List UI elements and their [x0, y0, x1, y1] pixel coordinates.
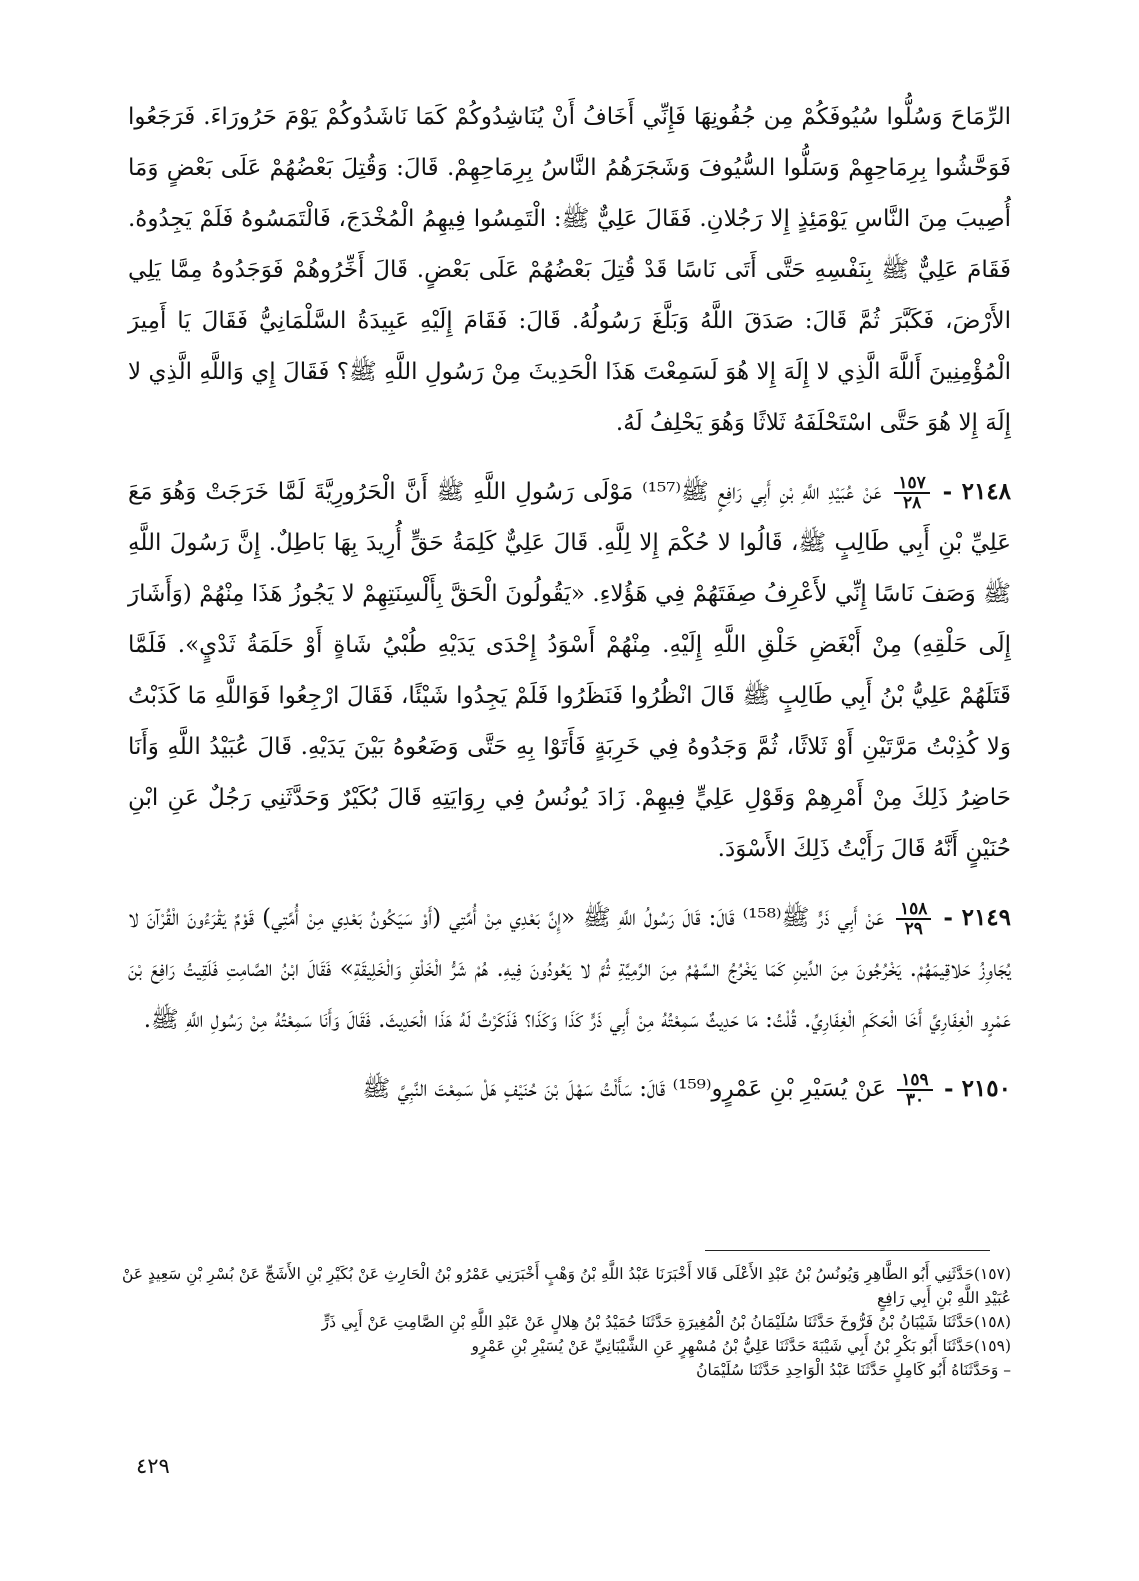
hadith-text: عَنْ عُبَيْدِ اللَّهِ بْنِ أَبِي رَافِعٍ ﷺ⁽¹⁵⁷⁾ مَوْلَى رَسُولِ اللَّهِ ﷺ أَنَّ الْحَرُورِيَّةَ لَمَّا خَرَجَتْ وَهُوَ مَعَ عَلِيِّ بْنِ أَبِي طَالِبٍ ﷺ، قَالُوا لا حُكْمَ إِلا لِلَّهِ. قَالَ عَلِيٌّ كَلِمَةُ حَقٍّ أُرِيدَ بِهَا بَاطِلٌ. إِنَّ رَسُولَ اللَّهِ ﷺ وَصَفَ نَاسًا إِنِّي لأَعْرِفُ صِفَتَهُمْ فِي هَؤُلاءِ. «يَقُولُونَ الْحَقَّ بِأَلْسِنَتِهِمْ لا يَجُوزُ هَذَا مِنْهُمْ (وَأَشَارَ إِلَى حَلْقِهِ) مِنْ أَبْغَضِ خَلْقِ اللَّهِ إِلَيْهِ. مِنْهُمْ أَسْوَدُ إِحْدَى يَدَيْهِ طُبْيُ شَاةٍ أَوْ حَلَمَةُ ثَدْيٍ». فَلَمَّا قَتَلَهُمْ عَلِيُّ بْنُ أَبِي طَالِبٍ ﷺ قَالَ انْظُرُوا فَنَظَرُوا فَلَمْ يَجِدُوا شَيْئًا، فَقَالَ ارْجِعُوا فَوَاللَّهِ مَا كَذَبْتُ وَلا كُذِبْتُ مَرَّتَيْنِ أَوْ ثَلاثًا، ثُمَّ وَجَدُوهُ فِي خَرِبَةٍ فَأَتَوْا بِهِ حَتَّى وَضَعُوهُ بَيْنَ يَدَيْهِ. قَالَ عُبَيْدُ اللَّهِ وَأَنَا حَاضِرُ ذَلِكَ مِنْ أَمْرِهِمْ وَقَوْلِ عَلِيٍّ فِيهِمْ. زَادَ يُونُسُ فِي رِوَايَتِهِ قَالَ بُكَيْرٌ وَحَدَّثَنِي رَجُلٌ عَنِ ابْنِ حُنَيْنٍ أَنَّهُ قَالَ رَأَيْتُ ذَلِكَ الأَسْوَدَ. [128, 479, 1011, 862]
footnote-159: (١٥٩)حَدَّثَنَا أَبُو بَكْرِ بْنُ أَبِي شَيْبَةَ حَدَّثَنَا عَلِيُّ بْنُ مُسْهِرٍ عَنِ الشَّيْبَانِيِّ عَنْ يُسَيْرِ بْنِ عَمْرٍو [471, 1337, 1011, 1355]
continuation-paragraph: الرِّمَاحَ وَسُلُّوا سُيُوفَكُمْ مِن جُفُونِهَا فَإِنِّي أَخَافُ أَنْ يُنَاشِدُوكُمْ كَمَا نَاشَدُوكُمْ يَوْمَ حَرُورَاءَ. فَرَجَعُوا فَوَحَّشُوا بِرِمَاحِهِمْ وَسَلُّوا السُّيُوفَ وَشَجَرَهُمُ النَّاسُ بِرِمَاحِهِمْ. قَالَ: وَقُتِلَ بَعْضُهُمْ عَلَى بَعْضٍ وَمَا أُصِيبَ مِنَ النَّاسِ يَوْمَئِذٍ إِلا رَجُلانِ. فَقَالَ عَلِيٌّ ﷺ: الْتَمِسُوا فِيهِمُ الْمُخْدَجَ، فَالْتَمَسُوهُ فَلَمْ يَجِدُوهُ. فَقَامَ عَلِيٌّ ﷺ بِنَفْسِهِ حَتَّى أَتَى نَاسًا قَدْ قُتِلَ بَعْضُهُمْ عَلَى بَعْضٍ. قَالَ أَخِّرُوهُمْ فَوَجَدُوهُ مِمَّا يَلِي الأَرْضَ، فَكَبَّرَ ثُمَّ قَالَ: صَدَقَ اللَّهُ وَبَلَّغَ رَسُولُهُ. قَالَ: فَقَامَ إِلَيْهِ عَبِيدَةُ السَّلْمَانِيُّ فَقَالَ يَا أَمِيرَ الْمُؤْمِنِينَ أَللَّهَ الَّذِي لا إِلَهَ إِلا هُوَ لَسَمِعْتَ هَذَا الْحَدِيثَ مِنْ رَسُولِ اللَّهِ ﷺ؟ فَقَالَ إِي وَاللَّهِ الَّذِي لا إِلَهَ إِلا هُوَ حَتَّى اسْتَحْلَفَهُ ثَلاثًا وَهُوَ يَحْلِفُ لَهُ. [128, 104, 1011, 436]
hadith-number: ٢١٤٩ - [943, 904, 1012, 931]
hadith-2148 [128, 466, 1011, 875]
hadith-2149 [128, 892, 1011, 1046]
cross-reference-fraction: $\frac{١٥٨}{٢٩}$ [896, 900, 931, 938]
hadith-text: عَنْ أَبِي ذَرٍّ ﷺ⁽¹⁵⁸⁾ قَالَ: قَالَ رَسُولُ اللَّهِ ﷺ «إِنَّ بَعْدِي مِنْ أُمَّتِي (أَوْ سَيَكُونُ بَعْدِي مِنْ أُمَّتِي) قَوْمٌ يَقْرَءُونَ الْقُرْآنَ لا يُجَاوِزُ حَلاقِيمَهُمْ. يَخْرُجُونَ مِنَ الدِّينِ كَمَا يَخْرُجُ السَّهْمُ مِنَ الرَّمِيَّةِ ثُمَّ لا يَعُودُونَ فِيهِ. هُمْ شَرُّ الْخَلْقِ وَالْخَلِيقَةِ» فَقَالَ ابْنُ الصَّامِتِ فَلَقِيتُ رَافِعَ بْنَ عَمْرٍو الْغِفَارِيَّ أَخَا الْحَكَمِ الْغِفَارِيِّ. قُلْتُ: مَا حَدِيثٌ سَمِعْتُهُ مِنْ أَبِي ذَرٍّ كَذَا وَكَذَا؟ فَذَكَرْتُ لَهُ هَذَا الْحَدِيثَ. فَقَالَ وَأَنَا سَمِعْتُهُ مِنْ رَسُولِ اللَّهِ ﷺ. [128, 905, 1011, 1033]
footnote-divider [705, 1250, 990, 1251]
main-text [128, 92, 1011, 1132]
cross-reference-fraction: $\frac{١٥٧}{٢٨}$ [894, 474, 929, 512]
page-number: ٤٢٩ [136, 1454, 170, 1478]
footnotes [118, 1262, 1011, 1382]
hadith-text: عَنْ يُسَيْرِ بْنِ عَمْرٍو⁽¹⁵⁹⁾ قَالَ: سَأَلْتُ سَهْلَ بْنَ حُنَيْفٍ هَلْ سَمِعْتَ النَّبِيَّ ﷺ [362, 1076, 886, 1102]
hadith-number: ٢١٥٠ - [944, 1075, 1011, 1102]
hadith-number: ٢١٤٨ - [942, 478, 1012, 505]
footnote-159-continuation: – وَحَدَّثَنَاهُ أَبُو كَامِلٍ حَدَّثَنَا عَبْدُ الْوَاحِدِ حَدَّثَنَا سُلَيْمَانُ [696, 1361, 1011, 1379]
hadith-2150 [128, 1063, 1011, 1115]
footnote-158: (١٥٨)حَدَّثَنَا شَيْبَانُ بْنُ فَرُّوخَ حَدَّثَنَا سُلَيْمَانُ بْنُ الْمُغِيرَةِ حَدَّثَنَا حُمَيْدُ بْنُ هِلالٍ عَنْ عَبْدِ اللَّهِ بْنِ الصَّامِتِ عَنْ أَبِي ذَرٍّ [321, 1313, 1011, 1331]
footnote-157: (١٥٧)حَدَّثَنِي أَبُو الطَّاهِرِ وَيُونُسُ بْنُ عَبْدِ الأَعْلَى قَالا أَخْبَرَنَا عَبْدُ اللَّهِ بْنُ وَهْبٍ أَخْبَرَنِي عَمْرُو بْنُ الْحَارِثِ عَنْ بُكَيْرِ بْنِ الأَشَجِّ عَنْ بُسْرِ بْنِ سَعِيدٍ عَنْ عُبَيْدِ اللَّهِ بْنِ أَبِي رَافِعٍ [122, 1265, 1011, 1307]
cross-reference-fraction: $\frac{١٥٩}{٣٠}$ [897, 1071, 932, 1109]
